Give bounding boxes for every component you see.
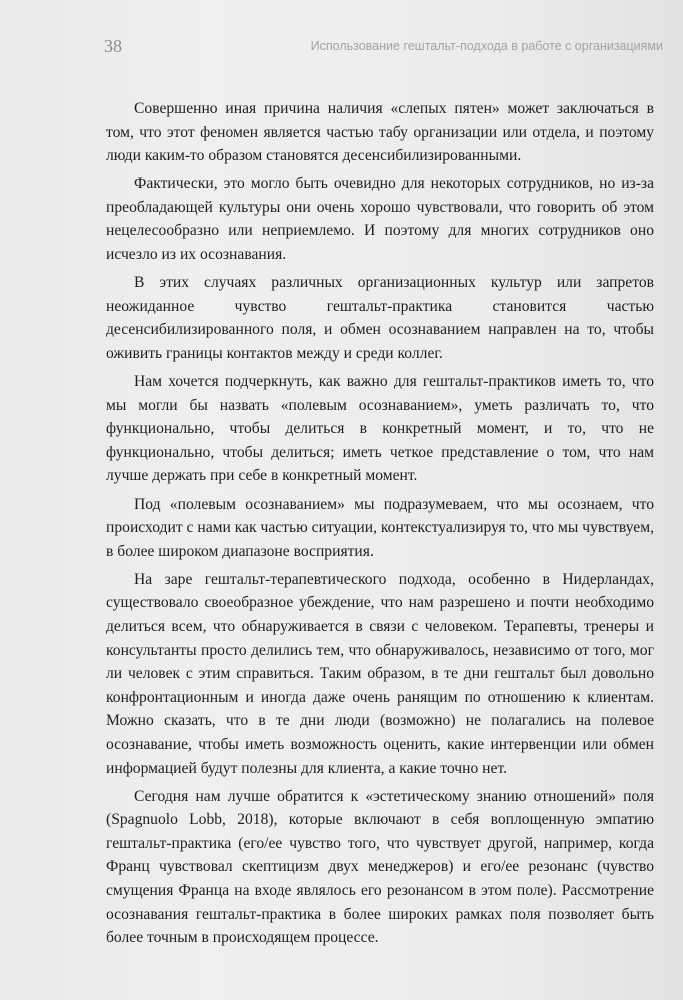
body-text xyxy=(106,97,654,954)
paragraph: Нам хочется подчеркнуть, как важно для гештальт-практиков иметь то, что мы могли бы назвать «полевым осознаванием», уметь различать то, что функционально, чтобы делиться в конкретный момент, и то, что не функционально, чтобы делиться; иметь четкое представление о том, что нам лучше держать при себе в конкретный момент. xyxy=(106,373,654,485)
paragraph: Сегодня нам лучше обратится к «эстетическому знанию отношений» поля (Spagnuolo Lobb, 2018), которые включают в себя воплощенную эмпатию гештальт-практика (его/ее чувство того, что чувствует другой, например, когда Франц чувствовал скептицизм двух менеджеров) и его/ее резонанс (чувство смущения Франца на входе являлось его резонансом в этом поле). Рассмотрение осознавания гештальт-практика в более широких рамках поля позволяет быть более точным в происходящем процессе. xyxy=(106,787,654,947)
page-header xyxy=(104,36,663,60)
paragraph: В этих случаях различных организационных культур или запретов неожиданное чувство гештальт-практика становится частью десенсибилизированного поля, и обмен осознаванием направлен на то, чтобы оживить границы контактов между и среди коллег. xyxy=(106,274,654,362)
paragraph: Совершенно иная причина наличия «слепых пятен» может заключаться в том, что этот феномен является частью табу организации или отдела, и поэтому люди каким-то образом становятся десенсибилизированными. xyxy=(106,100,654,165)
page-number: 38 xyxy=(104,36,122,56)
paragraph: Фактически, это могло быть очевидно для некоторых сотрудников, но из-за преобладающей культуры они очень хорошо чувствовали, что говорить об этом нецелесообразно или неприемлемо. И поэтому для многих сотрудников оно исчезло из их осознавания. xyxy=(106,175,654,264)
running-title: Использование гештальт-подхода в работе с организациями xyxy=(310,39,663,53)
paragraph: На заре гештальт-терапевтического подхода, особенно в Нидерландах, существовало своеобразное убеждение, что нам разрешено и почти необходимо делиться всем, что обнаруживается в связи с человеком. Терапевты, тренеры и консультанты просто делились тем, что обнаруживалось, независимо от того, мог ли человек с этим справиться. Таким образом, в те дни гештальт был довольно конфронтационным и иногда даже очень ранящим по отношению к клиентам. Можно сказать, что в те дни люди (возможно) не полагались на полевое осознавание, чтобы иметь возможность оценить, какие интервенции или обмен информацией будут полезны для клиента, а какие точно нет. xyxy=(106,570,654,777)
paragraph: Под «полевым осознаванием» мы подразумеваем, что мы осознаем, что происходит с нами как частью ситуации, контекстуализируя то, что мы чувствуем, в более широком диапазоне восприятия. xyxy=(106,495,654,560)
